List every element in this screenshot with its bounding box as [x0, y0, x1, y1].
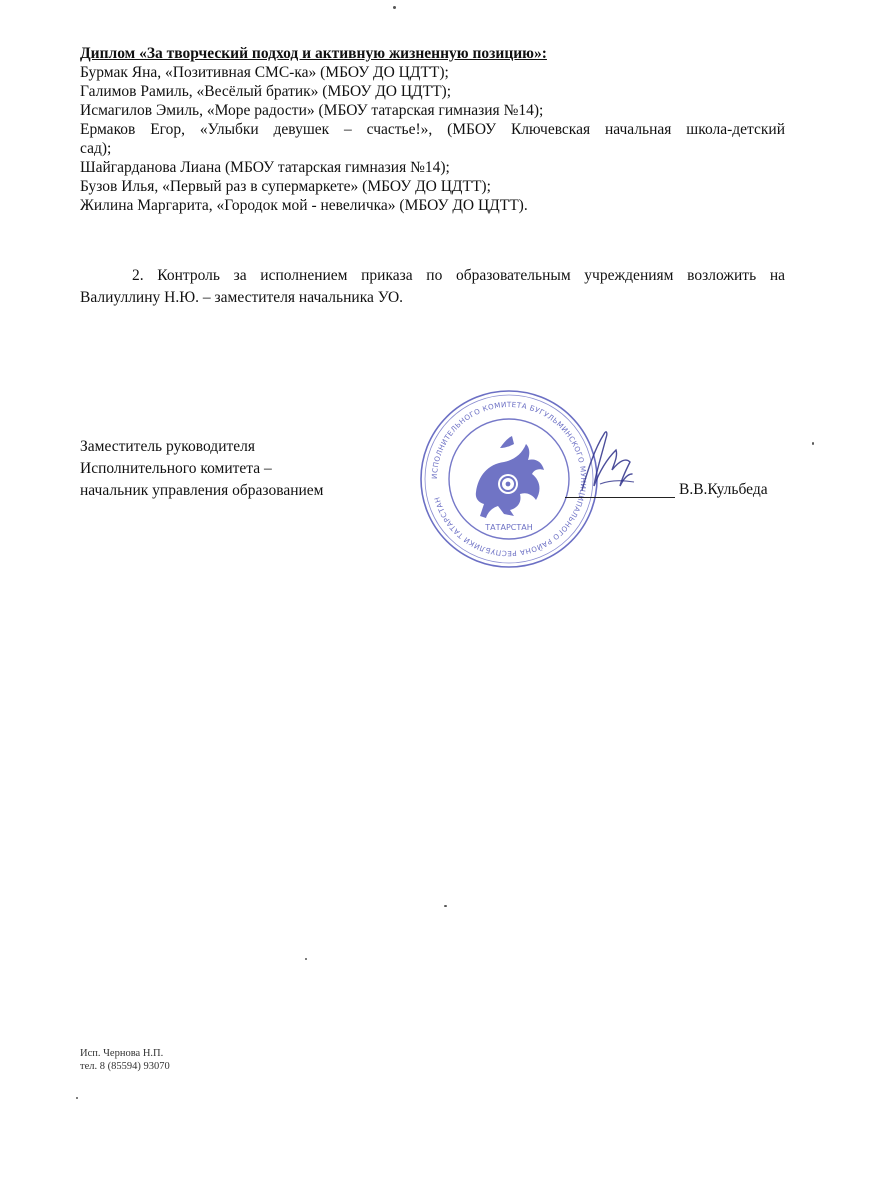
- signer-line-1: Заместитель руководителя: [80, 438, 256, 455]
- signer-line-3: начальник управления образованием: [80, 482, 324, 499]
- signer-name: В.В.Кульбеда: [679, 481, 768, 498]
- scan-speck: [812, 442, 814, 445]
- diploma-item: Жилина Маргарита, «Городок мой - невеличка» (МБОУ ДО ЦДТТ).: [80, 197, 528, 214]
- scan-speck: [76, 1097, 78, 1099]
- diploma-section: [80, 44, 785, 215]
- executor-phone: тел. 8 (85594) 93070: [80, 1061, 170, 1072]
- diploma-item: Бурмак Яна, «Позитивная СМС-ка» (МБОУ ДО ЦДТТ);: [80, 64, 449, 81]
- scan-speck: [305, 958, 307, 960]
- seal-inner-text: ТАТАРСТАН: [485, 523, 533, 532]
- scan-speck: [444, 905, 447, 907]
- diploma-item: Шайгарданова Лиана (МБОУ татарская гимназия №14);: [80, 159, 450, 176]
- diploma-item: сад);: [80, 140, 112, 157]
- diploma-item: Галимов Рамиль, «Весёлый братик» (МБОУ ДО ЦДТТ);: [80, 83, 452, 100]
- diploma-item: Бузов Илья, «Первый раз в супермаркете» (МБОУ ДО ЦДТТ);: [80, 178, 491, 195]
- executor-name: Исп. Чернова Н.П.: [80, 1048, 164, 1059]
- control-paragraph: [80, 265, 785, 309]
- diploma-item: Исмагилов Эмиль, «Море радости» (МБОУ татарская гимназия №14);: [80, 102, 544, 119]
- diploma-item: Ермаков Егор, «Улыбки девушек – счастье!», (МБОУ Ключевская начальная школа-детский: [80, 121, 785, 138]
- diploma-title: Диплом «За творческий подход и активную жизненную позицию»:: [80, 45, 547, 62]
- scan-speck: [393, 6, 396, 9]
- signature-line: [565, 497, 675, 498]
- control-line-1: 2. Контроль за исполнением приказа по образовательным учреждениям возложить на: [132, 267, 785, 284]
- seal-ring-text: ИСПОЛНИТЕЛЬНОГО КОМИТЕТА БУГУЛЬМИНСКОГО МУНИЦИПАЛЬНОГО РАЙОНА РЕСПУБЛИКИ ТАТАРСТАН: [429, 399, 589, 559]
- leopard-emblem-icon: [476, 436, 544, 518]
- signer-line-2: Исполнительного комитета –: [80, 460, 272, 477]
- control-line-2: Валиуллину Н.Ю. – заместителя начальника УО.: [80, 289, 404, 306]
- signer-position: [80, 436, 380, 502]
- signature-mark: [560, 420, 660, 500]
- footer-contacts: [80, 1047, 170, 1073]
